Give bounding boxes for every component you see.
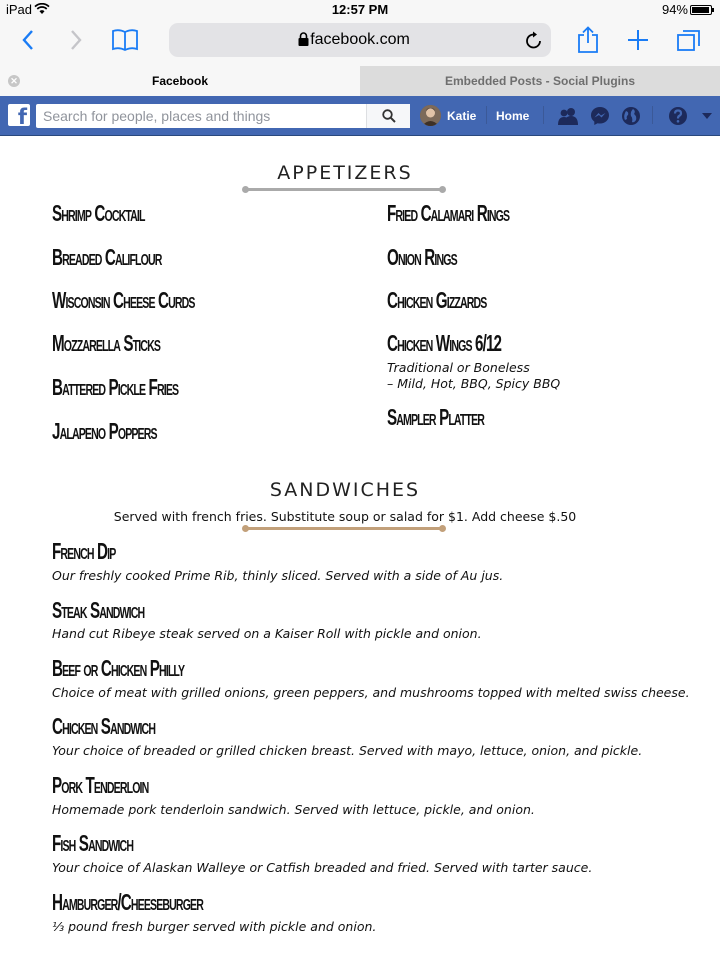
account-menu-chevron-icon[interactable]	[695, 104, 719, 128]
menu-item-description: Traditional or Boneless	[387, 360, 530, 375]
facebook-logo-letter: f	[17, 105, 27, 129]
facebook-logo-icon[interactable]	[8, 104, 30, 129]
menu-item-description: Homemade pork tenderloin sandwich. Served with lettuce, pickle, and onion.	[52, 802, 535, 817]
section-note: Served with french fries. Substitute soup or salad for $1. Add cheese $.50	[113, 509, 577, 524]
section-divider	[245, 188, 443, 191]
battery-percentage: 94%	[661, 2, 688, 17]
help-icon[interactable]	[666, 104, 690, 128]
battery-icon	[690, 5, 712, 15]
menu-item-name: Battered Pickle Fries	[52, 374, 179, 400]
menu-item-name: Sampler Platter	[387, 404, 485, 430]
menu-item-name: Hamburger/Cheeseburger	[52, 889, 204, 915]
notifications-globe-icon[interactable]	[619, 104, 643, 128]
address-text: facebook.com	[310, 31, 410, 48]
menu-item-name: Chicken Wings 6/12	[387, 330, 502, 356]
menu-item-name: Mozzarella Sticks	[52, 330, 161, 356]
tab-embedded-posts[interactable]	[360, 66, 720, 96]
menu-item-description: Your choice of breaded or grilled chicken breast. Served with mayo, lettuce, onion, and pickle.	[52, 743, 643, 758]
menu-item-description: Your choice of Alaskan Walleye or Catfish breaded and fried. Served with tarter sauce.	[52, 860, 593, 875]
menu-item-description: Hand cut Ribeye steak served on a Kaiser Roll with pickle and onion.	[52, 626, 482, 641]
profile-link[interactable]: Katie	[447, 109, 477, 123]
menu-item-description: ⅓ pound fresh burger served with pickle and onion.	[52, 919, 377, 934]
menu-item-name: Steak Sandwich	[52, 597, 145, 623]
search-icon	[382, 109, 396, 123]
messenger-icon[interactable]	[588, 104, 612, 128]
close-tab-icon[interactable]: ✕	[8, 75, 20, 87]
nav-divider	[486, 106, 487, 124]
menu-item-name: French Dip	[52, 538, 116, 564]
bookmarks-icon[interactable]	[107, 25, 143, 55]
menu-item-name: Breaded Califlour	[52, 244, 162, 270]
address-bar[interactable]	[169, 23, 551, 57]
menu-item-name: Fried Calamari Rings	[387, 200, 510, 226]
clock: 12:57 PM	[331, 2, 389, 17]
tab-label: Facebook	[151, 74, 208, 88]
menu-item-name: Fish Sandwich	[52, 830, 134, 856]
tab-label: Embedded Posts - Social Plugins	[444, 74, 636, 88]
nav-divider	[543, 106, 544, 124]
menu-item-description: Our freshly cooked Prime Rib, thinly sliced. Served with a side of Au jus.	[52, 568, 504, 583]
share-icon[interactable]	[570, 25, 606, 55]
menu-item-description: – Mild, Hot, BBQ, Spicy BBQ	[387, 376, 561, 391]
facebook-header	[0, 96, 720, 136]
status-bar	[0, 0, 720, 20]
tab-facebook[interactable]	[0, 66, 360, 96]
menu-item-name: Beef or Chicken Philly	[52, 655, 185, 681]
home-link[interactable]: Home	[496, 109, 530, 123]
menu-item-name: Wisconsin Cheese Curds	[52, 287, 195, 313]
search-input[interactable]	[36, 104, 366, 128]
nav-divider	[652, 106, 653, 124]
section-title-appetizers: APPETIZERS	[277, 162, 413, 184]
menu-item-name: Onion Rings	[387, 244, 457, 270]
menu-item-description: Choice of meat with grilled onions, green peppers, and mushrooms topped with melted swiss cheese.	[52, 685, 690, 700]
forward-icon[interactable]	[58, 25, 94, 55]
section-divider	[245, 527, 443, 530]
friend-requests-icon[interactable]	[556, 104, 580, 128]
section-title-sandwiches: SANDWICHES	[269, 479, 421, 501]
tabs-overview-icon[interactable]	[671, 25, 707, 55]
avatar[interactable]	[420, 105, 441, 126]
reload-icon[interactable]	[525, 30, 543, 55]
search-button[interactable]	[366, 104, 410, 128]
back-icon[interactable]	[10, 25, 46, 55]
menu-item-name: Jalapeno Poppers	[52, 418, 157, 444]
menu-item-name: Shrimp Cocktail	[52, 200, 145, 226]
menu-item-name: Chicken Gizzards	[387, 287, 487, 313]
device-name: iPad	[6, 2, 33, 17]
menu-item-name: Pork Tenderloin	[52, 772, 149, 798]
new-tab-icon[interactable]	[620, 25, 656, 55]
menu-item-name: Chicken Sandwich	[52, 713, 156, 739]
tab-strip	[0, 66, 720, 96]
facebook-search	[36, 104, 410, 128]
browser-toolbar	[0, 20, 720, 66]
